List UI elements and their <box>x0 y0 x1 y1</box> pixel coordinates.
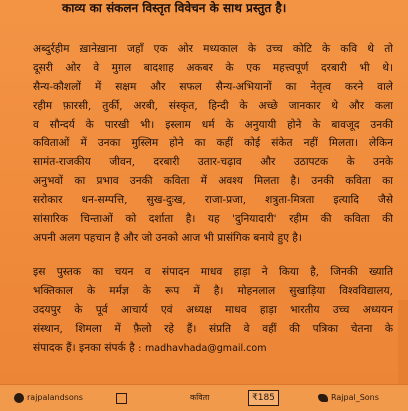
text-line: सामंत-राजकीय जीवन, दरबारी उतार-चढ़ाव और उठापटक के उनके <box>33 156 393 169</box>
twitter-icon <box>318 394 328 402</box>
cover-footer <box>0 384 408 411</box>
text-line: इस पुस्तक का चयन व संपादन माधव हाड़ा ने किया है, जिनकी ख्याति <box>33 266 393 278</box>
instagram-mark <box>116 391 130 405</box>
text-line: अब्दुर्रहीम ख़ानेख़ाना जहाँ एक ओर मध्यकाल के उच्च कोटि के कवि थे तो <box>33 43 393 55</box>
text-line: दूसरी ओर वे मुग़ल बादशाह अकबर के एक महत्त्वपूर्ण दरबारी भी थे। <box>33 61 393 74</box>
contact-line <box>33 339 393 358</box>
category: कविता <box>190 393 210 402</box>
about-poet-paragraph <box>33 40 393 248</box>
price: ₹185 <box>248 390 279 406</box>
text-line: संस्थान, शिमला में फ़ैलो रहे हैं। संप्रति वे वहीं की पत्रिका चेतना के <box>33 322 393 335</box>
about-editor-paragraph <box>33 263 393 357</box>
text-line: रहीम फ़ारसी, तुर्की, अरबी, संस्कृत, हिन्दी के अच्छे जानकार थे और कला <box>33 99 393 112</box>
contact-label: संपादक हैं। इनका संपर्क है : <box>33 341 142 354</box>
text-line: व सौन्दर्य के पारखी भी। इस्लाम धर्म के अनुयायी होने के बावजूद उनकी <box>33 118 393 131</box>
spine-edge <box>398 300 408 384</box>
facebook-handle <box>14 391 83 405</box>
text-line: भक्तिकाल के मर्मज्ञ के रूप में है। मोहनलाल सुखाड़िया विश्वविद्यालय, <box>33 284 393 297</box>
text-line: सैन्य-कौशलों में सक्षम और सफल सैन्य-अभियानों का नेतृत्व करने वाले <box>33 80 393 93</box>
facebook-label: rajpalandsons <box>27 393 83 402</box>
price-tag <box>248 391 279 405</box>
editor-email: madhavhada@gmail.com <box>145 342 267 354</box>
text-line: उदयपुर के पूर्व आचार्य एवं अध्यक्ष माधव हाड़ा भारतीय उच्च अध्ययन <box>33 303 393 316</box>
twitter-handle <box>318 391 379 405</box>
facebook-icon <box>14 393 24 403</box>
text-line: कविताओं में उनका मुस्लिम होने का कहीं कोई संकेत नहीं मिलता। लेकिन <box>33 137 393 150</box>
text-line: सरोकार धन-सम्पत्ति, सुख-दुःख, राजा-प्रजा, शत्रुता-मित्रता इत्यादि जैसे <box>33 194 393 207</box>
tagline: काव्य का संकलन विस्तृत विवेचन के साथ प्रस्तुत है। <box>62 1 287 15</box>
text-line: अपनी अलग पहचान है और जो उनको आज भी प्रासंगिक बनाये हुए है। <box>33 231 302 244</box>
instagram-icon <box>116 393 127 404</box>
text-line: सांसारिक चिन्ताओं को दर्शाता है। यह 'दुनियादारी' रहीम की कविता की <box>33 213 393 226</box>
text-line: अनुभवों का प्रभाव उनकी कविता में अवश्य मिलता है। उनकी कविता का <box>33 175 393 188</box>
twitter-label: Rajpal_Sons <box>331 393 379 402</box>
